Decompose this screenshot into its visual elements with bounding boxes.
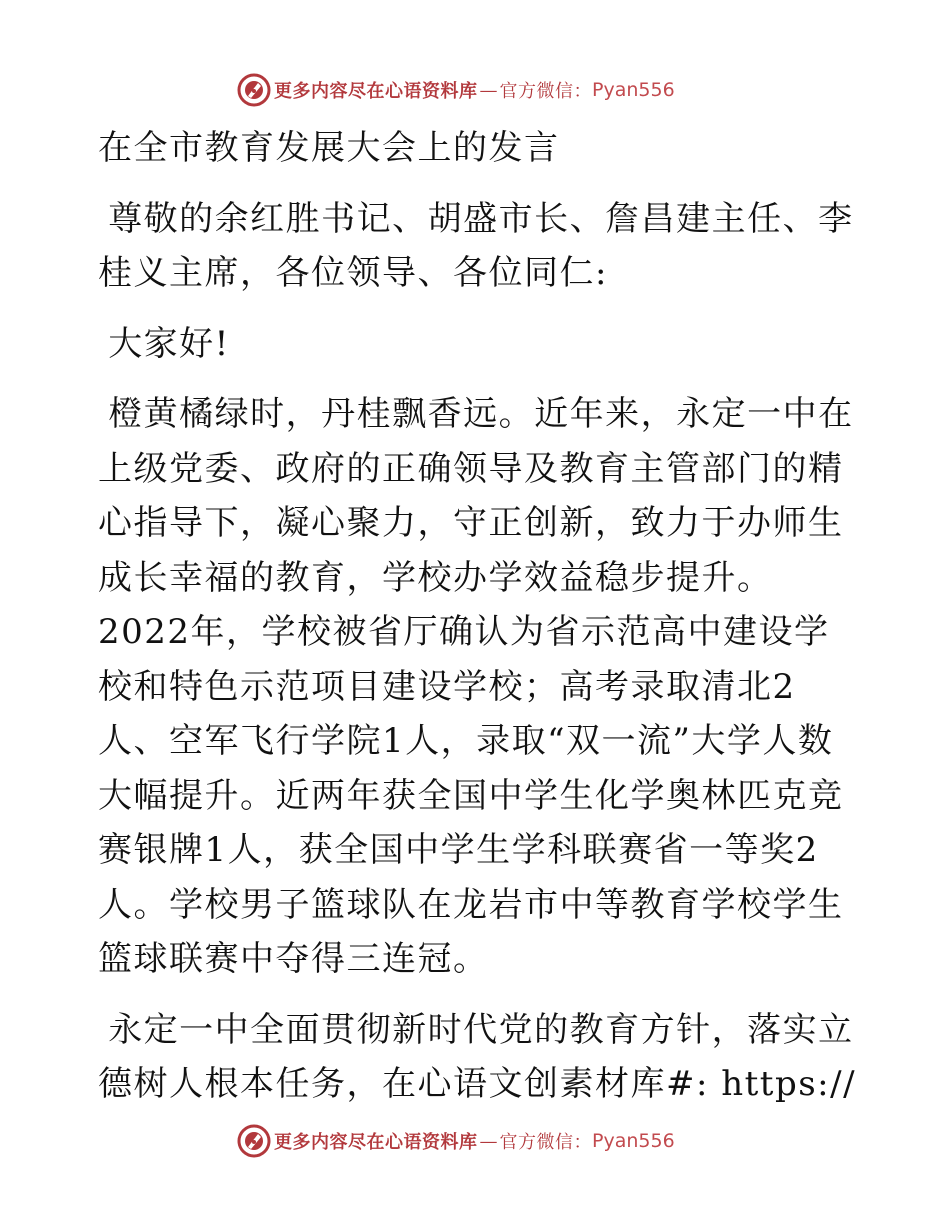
body-paragraph-2: 永定一中全面贯彻新时代党的教育方针，落实立德树人根本任务，在心语文创素材库#: https:// (98, 1009, 857, 1104)
watermark-banner-bottom (236, 1123, 675, 1159)
pen-nib-logo-icon (236, 1123, 272, 1159)
pen-nib-logo-icon (236, 72, 272, 108)
salutation: 尊敬的余红胜书记、胡盛市长、詹昌建主任、李桂义主席，各位领导、各位同仁: (98, 198, 854, 293)
greeting: 大家好! (108, 323, 230, 364)
watermark-wechat-id: Pyan556 (592, 79, 675, 101)
document-title: 在全市教育发展大会上的发言 (98, 128, 560, 168)
watermark-main-text: 更多内容尽在心语资料库 (274, 81, 478, 102)
watermark-banner-top (236, 72, 675, 108)
watermark-wechat-label: 官方微信： (499, 81, 592, 102)
watermark-wechat-label: 官方微信： (499, 1132, 592, 1153)
body-paragraph-1: 橙黄橘绿时，丹桂飘香远。近年来，永定一中在上级党委、政府的正确领导及教育主管部门的精心指导下，凝心聚力，守正创新，致力于办师生成长幸福的教育，学校办学效益稳步提升。2022年，学校被省厅确认为省示范高中建设学校和特色示范项目建设学校；高考录取清北2人、空军飞行学院1人，录取“双一流”大学人数大幅提升。近两年获全国中学生化学奥林匹克竞赛银牌1人，获全国中学生学科联赛省一等奖2人。学校男子篮球队在龙岩市中等教育学校学生篮球联赛中夺得三连冠。 (98, 394, 854, 979)
watermark-wechat-id: Pyan556 (592, 1130, 675, 1152)
document-body (98, 121, 858, 1128)
watermark-dash: — (479, 1130, 498, 1152)
watermark-main-text: 更多内容尽在心语资料库 (274, 1132, 478, 1153)
watermark-dash: — (479, 79, 498, 101)
